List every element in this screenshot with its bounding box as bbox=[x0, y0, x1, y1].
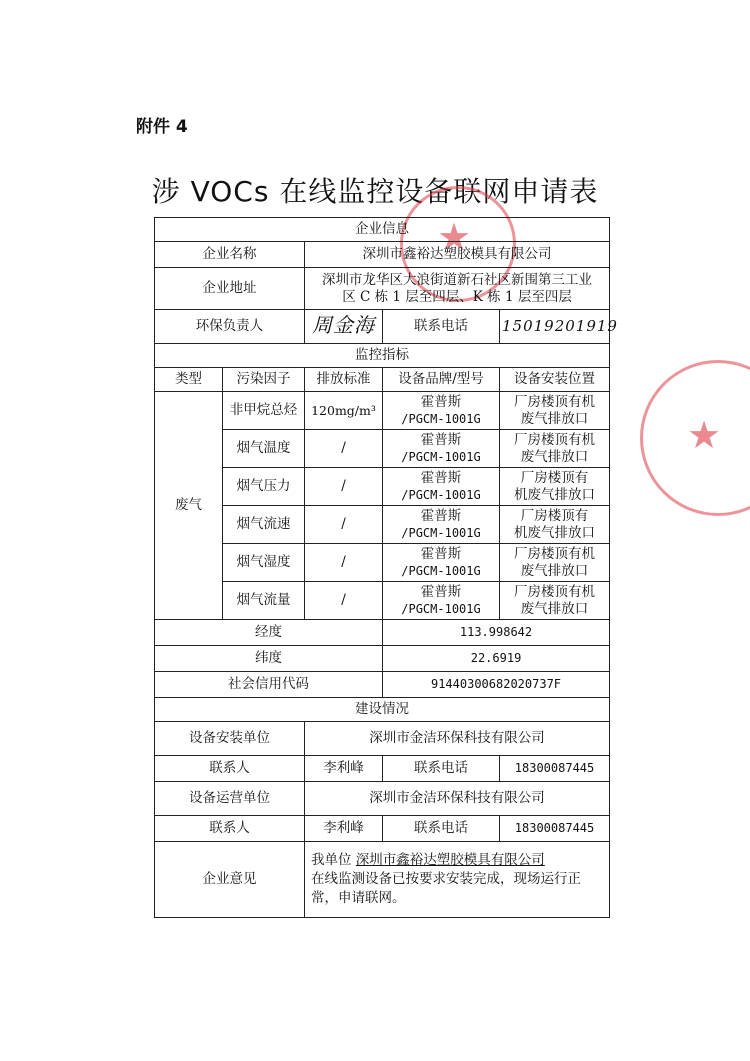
operator-value: 深圳市金洁环保科技有限公司 bbox=[305, 782, 610, 816]
location-line-1: 厂房楼顶有机 bbox=[514, 393, 595, 410]
company-name-label: 企业名称 bbox=[155, 242, 305, 268]
row-opinion bbox=[155, 842, 610, 918]
standard-cell: 120mg/m³ bbox=[305, 392, 383, 430]
location-line-1: 厂房楼顶有 bbox=[520, 469, 589, 486]
brand-model-cell bbox=[383, 544, 500, 582]
model: /PGCM-1001G bbox=[401, 563, 481, 578]
row-latitude bbox=[155, 646, 610, 672]
header-type: 类型 bbox=[155, 368, 223, 392]
location-cell bbox=[500, 430, 610, 468]
location-cell bbox=[500, 544, 610, 582]
row-company-address bbox=[155, 268, 610, 310]
factor-cell: 非甲烷总烃 bbox=[223, 392, 305, 430]
section-row-construction bbox=[155, 698, 610, 722]
address-line-1: 深圳市龙华区大浪街道新石社区新围第三工业 bbox=[322, 271, 592, 288]
header-brand-model: 设备品牌/型号 bbox=[383, 368, 500, 392]
location-line-2: 废气排放口 bbox=[520, 448, 589, 465]
installer-phone-label: 联系电话 bbox=[383, 756, 500, 782]
monitor-row bbox=[155, 506, 610, 544]
monitor-row bbox=[155, 582, 610, 620]
brand: 霍普斯 bbox=[420, 545, 462, 562]
row-installer-contact bbox=[155, 756, 610, 782]
brand-model-cell bbox=[383, 392, 500, 430]
header-install-location: 设备安装位置 bbox=[500, 368, 610, 392]
company-seal-stamp-margin: ★ bbox=[640, 360, 750, 516]
model: /PGCM-1001G bbox=[401, 449, 481, 464]
brand: 霍普斯 bbox=[420, 393, 462, 410]
standard-cell: / bbox=[305, 506, 383, 544]
header-factor: 污染因子 bbox=[223, 368, 305, 392]
operator-contact-value: 李利峰 bbox=[305, 816, 383, 842]
operator-phone-label: 联系电话 bbox=[383, 816, 500, 842]
model: /PGCM-1001G bbox=[401, 487, 481, 502]
row-installer bbox=[155, 722, 610, 756]
credit-code-value: 91440300682020737F bbox=[383, 672, 610, 698]
address-label: 企业地址 bbox=[155, 268, 305, 310]
location-cell bbox=[500, 468, 610, 506]
handwritten-signature: 周金海 bbox=[312, 312, 375, 337]
address-value bbox=[305, 268, 610, 310]
model: /PGCM-1001G bbox=[401, 601, 481, 616]
company-name-value: 深圳市鑫裕达塑胶模具有限公司 bbox=[305, 242, 610, 268]
section-row-monitoring bbox=[155, 344, 610, 368]
location-line-2: 机废气排放口 bbox=[514, 486, 595, 503]
installer-contact-value: 李利峰 bbox=[305, 756, 383, 782]
monitor-row bbox=[155, 544, 610, 582]
section-monitoring: 监控指标 bbox=[155, 344, 610, 368]
row-operator-contact bbox=[155, 816, 610, 842]
row-company-name bbox=[155, 242, 610, 268]
brand: 霍普斯 bbox=[420, 469, 462, 486]
longitude-value: 113.998642 bbox=[383, 620, 610, 646]
standard-cell: / bbox=[305, 468, 383, 506]
factor-cell: 烟气压力 bbox=[223, 468, 305, 506]
opinion-label: 企业意见 bbox=[155, 842, 305, 918]
env-contact-label: 环保负责人 bbox=[155, 310, 305, 344]
installer-label: 设备安装单位 bbox=[155, 722, 305, 756]
monitor-row bbox=[155, 468, 610, 506]
standard-cell: / bbox=[305, 582, 383, 620]
factor-cell: 烟气湿度 bbox=[223, 544, 305, 582]
longitude-label: 经度 bbox=[155, 620, 383, 646]
standard-cell: / bbox=[305, 430, 383, 468]
location-line-2: 废气排放口 bbox=[520, 562, 589, 579]
location-line-1: 厂房楼顶有机 bbox=[514, 583, 595, 600]
handwritten-phone: 15019201919 bbox=[502, 316, 618, 335]
factor-cell: 烟气流量 bbox=[223, 582, 305, 620]
brand: 霍普斯 bbox=[420, 583, 462, 600]
row-env-contact bbox=[155, 310, 610, 344]
env-contact-signature bbox=[305, 310, 383, 344]
location-line-1: 厂房楼顶有 bbox=[520, 507, 589, 524]
location-cell bbox=[500, 392, 610, 430]
credit-code-label: 社会信用代码 bbox=[155, 672, 383, 698]
standard-cell: / bbox=[305, 544, 383, 582]
brand-model-cell bbox=[383, 430, 500, 468]
section-enterprise-info: 企业信息 bbox=[155, 218, 610, 242]
brand-model-cell bbox=[383, 582, 500, 620]
opinion-body: 在线监测设备已按要求安装完成，现场运行正常，申请联网。 bbox=[311, 871, 581, 906]
opinion-text bbox=[305, 842, 610, 918]
operator-phone-value: 18300087445 bbox=[500, 816, 610, 842]
installer-value: 深圳市金洁环保科技有限公司 bbox=[305, 722, 610, 756]
latitude-label: 纬度 bbox=[155, 646, 383, 672]
attachment-label: 附件 4 bbox=[136, 117, 188, 137]
factor-cell: 烟气温度 bbox=[223, 430, 305, 468]
opinion-company: 深圳市鑫裕达塑胶模具有限公司 bbox=[355, 852, 545, 868]
operator-label: 设备运营单位 bbox=[155, 782, 305, 816]
row-longitude bbox=[155, 620, 610, 646]
brand: 霍普斯 bbox=[420, 431, 462, 448]
header-standard: 排放标准 bbox=[305, 368, 383, 392]
opinion-prefix: 我单位 bbox=[311, 852, 352, 868]
monitor-type-cell: 废气 bbox=[155, 392, 223, 620]
monitor-row bbox=[155, 392, 610, 430]
brand: 霍普斯 bbox=[420, 507, 462, 524]
row-operator bbox=[155, 782, 610, 816]
monitor-header-row bbox=[155, 368, 610, 392]
env-phone-value bbox=[500, 310, 618, 344]
location-cell bbox=[500, 506, 610, 544]
location-line-1: 厂房楼顶有机 bbox=[514, 431, 595, 448]
location-line-2: 机废气排放口 bbox=[514, 524, 595, 541]
brand-model-cell bbox=[383, 468, 500, 506]
model: /PGCM-1001G bbox=[401, 525, 481, 540]
application-form-table bbox=[154, 217, 618, 918]
address-line-2: 区 C 栋 1 层至四层、K 栋 1 层至四层 bbox=[342, 288, 572, 305]
env-phone-label: 联系电话 bbox=[383, 310, 500, 344]
company-seal-stamp: ★ bbox=[400, 186, 516, 302]
row-credit-code bbox=[155, 672, 610, 698]
section-row-enterprise bbox=[155, 218, 610, 242]
form-title: 涉 VOCs 在线监控设备联网申请表 bbox=[151, 175, 599, 208]
factor-cell: 烟气流速 bbox=[223, 506, 305, 544]
location-line-2: 废气排放口 bbox=[520, 600, 589, 617]
model: /PGCM-1001G bbox=[401, 411, 481, 426]
installer-phone-value: 18300087445 bbox=[500, 756, 610, 782]
installer-contact-label: 联系人 bbox=[155, 756, 305, 782]
operator-contact-label: 联系人 bbox=[155, 816, 305, 842]
brand-model-cell bbox=[383, 506, 500, 544]
latitude-value: 22.6919 bbox=[383, 646, 610, 672]
section-construction: 建设情况 bbox=[155, 698, 610, 722]
location-cell bbox=[500, 582, 610, 620]
monitor-row bbox=[155, 430, 610, 468]
location-line-2: 废气排放口 bbox=[520, 410, 589, 427]
location-line-1: 厂房楼顶有机 bbox=[514, 545, 595, 562]
